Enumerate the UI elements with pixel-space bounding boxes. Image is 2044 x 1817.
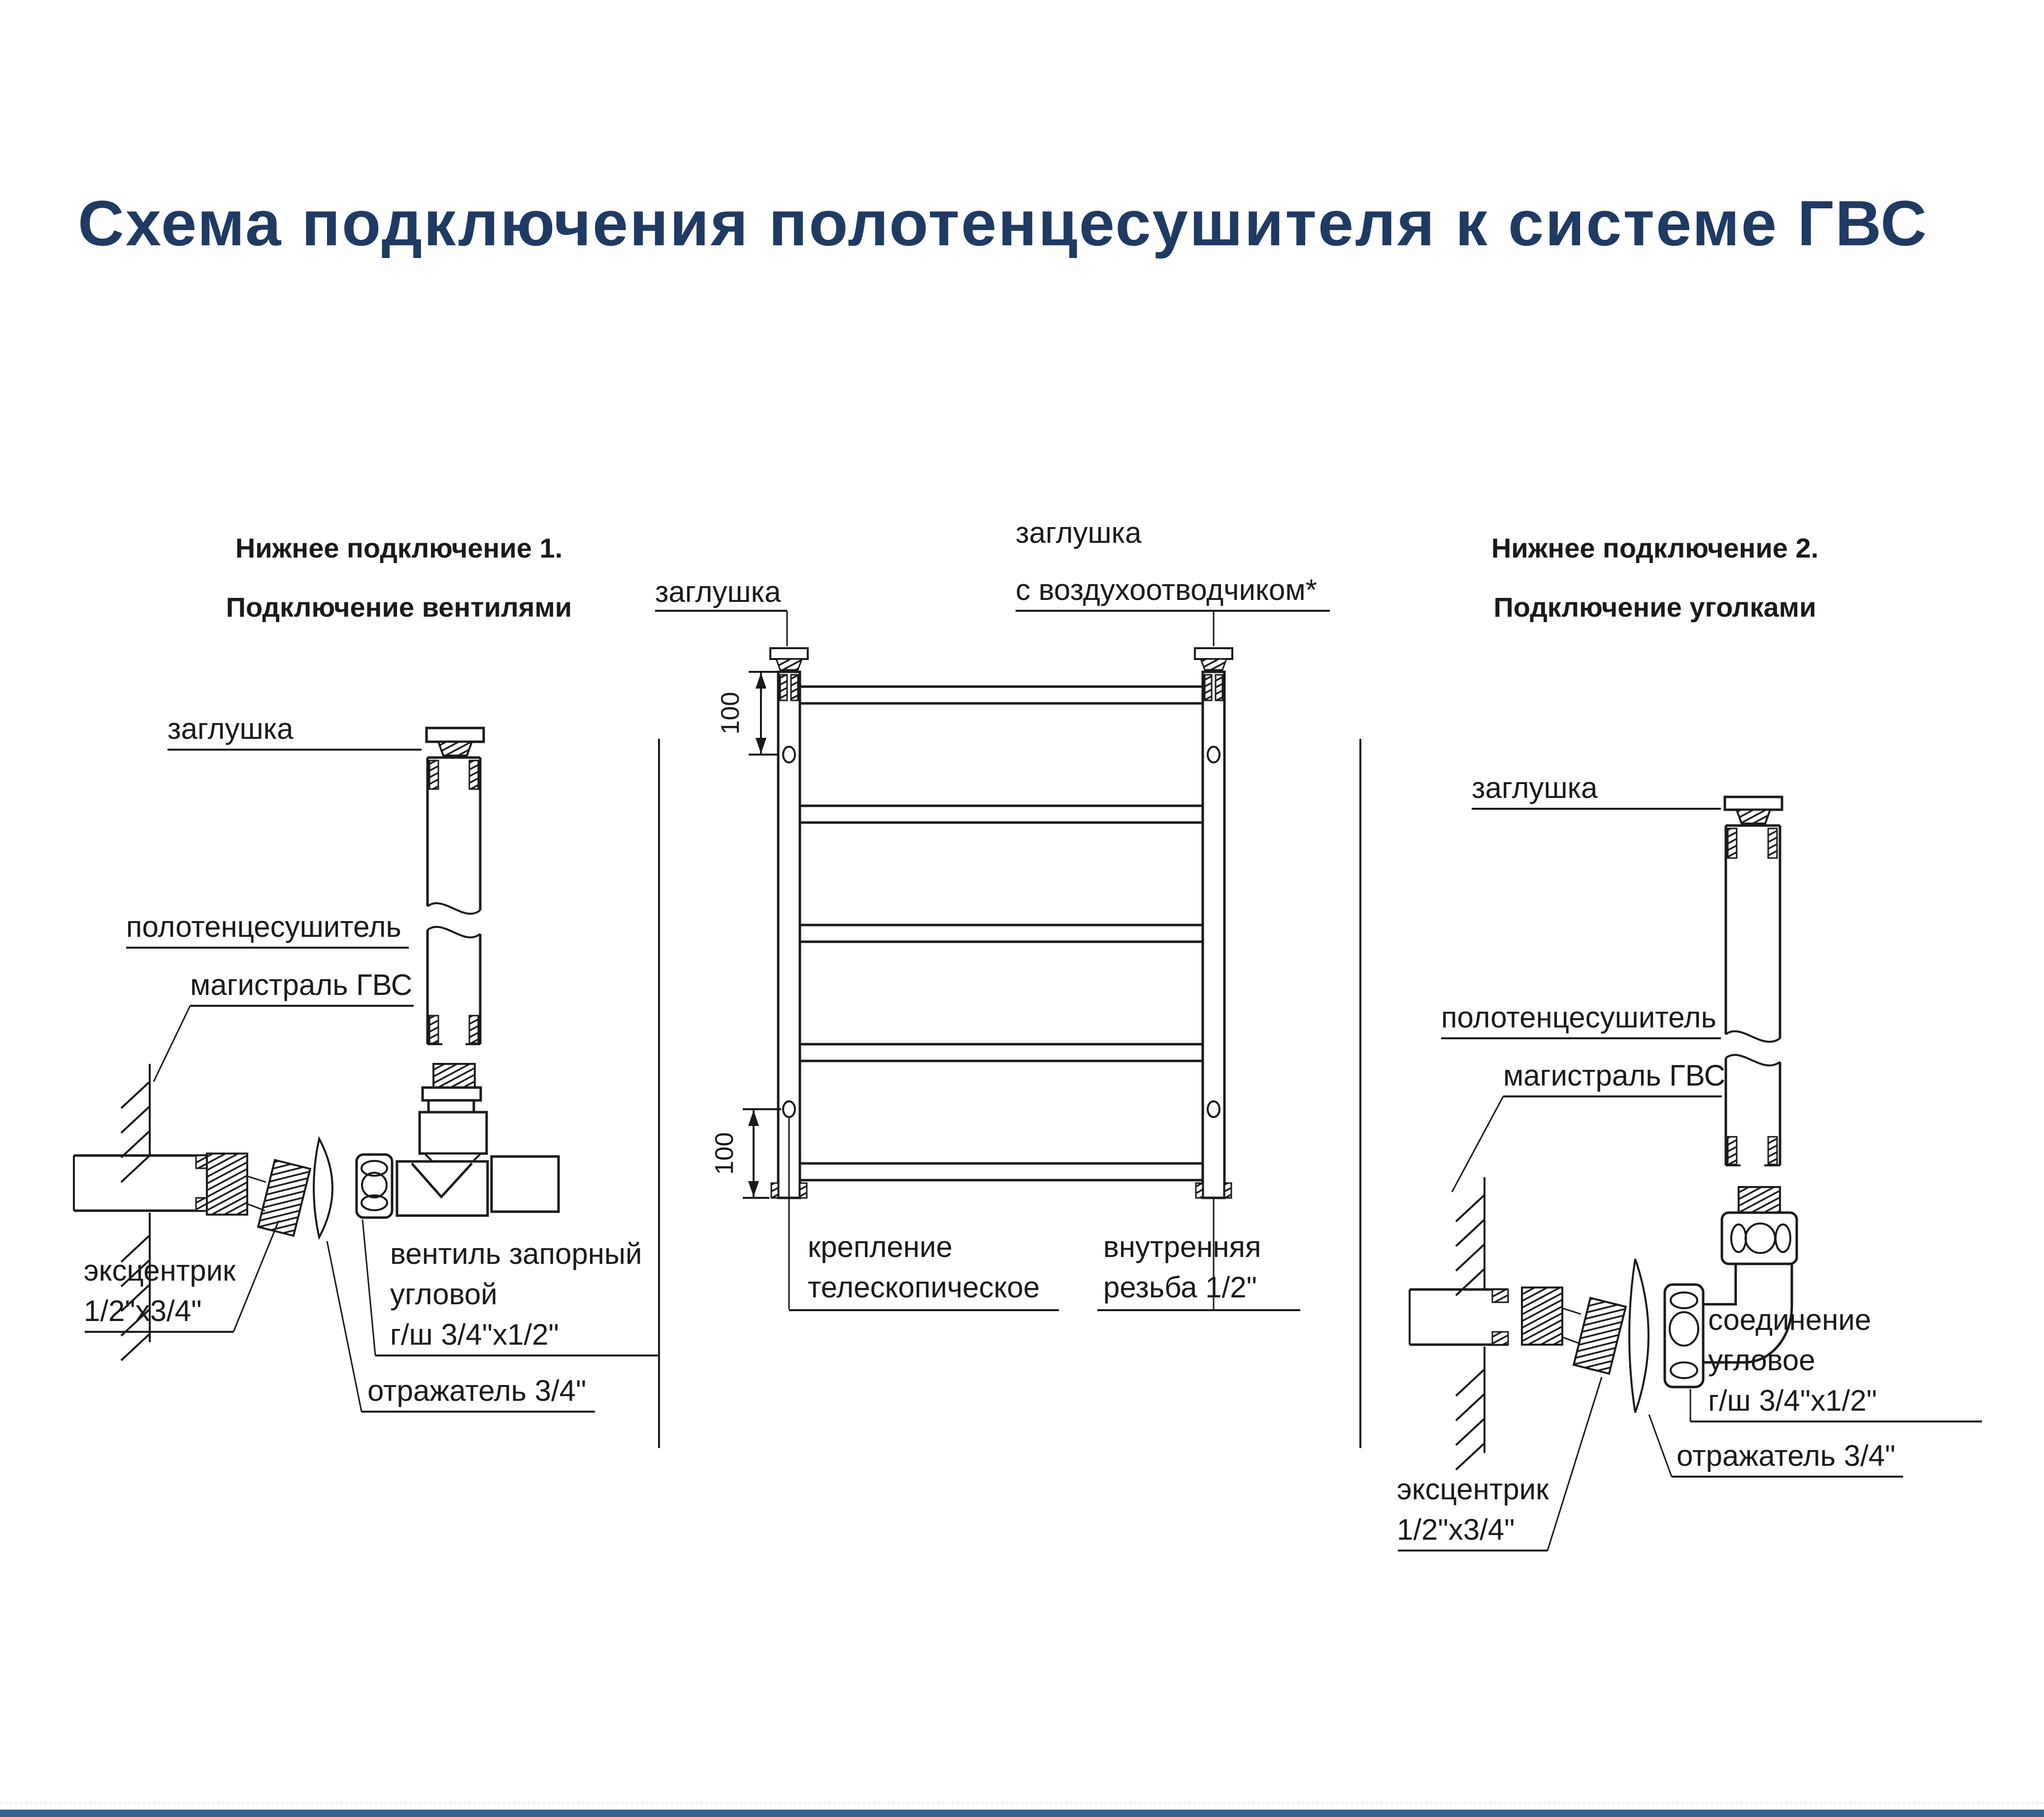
left-wall-pipe: [74, 1156, 212, 1211]
svg-text:с воздухоотводчиком*: с воздухоотводчиком*: [1016, 573, 1317, 606]
center-plug-right-label: [1016, 516, 1330, 646]
svg-text:100: 100: [716, 692, 745, 735]
page-title: Схема подключения полотенцесушителя к системе ГВС: [78, 187, 1928, 259]
center-diagram: [655, 516, 1330, 1310]
right-heading-1: Нижнее подключение 2.: [1491, 532, 1819, 563]
right-plug-cap: [1725, 797, 1782, 824]
center-rungs: [800, 687, 1203, 1180]
left-rail-label: [126, 910, 409, 948]
left-heading-2: Подключение вентилями: [226, 592, 572, 623]
center-mount-label: [789, 1118, 1059, 1310]
svg-text:магистраль ГВС: магистраль ГВС: [1503, 1059, 1726, 1092]
center-thread-label: [1097, 1199, 1300, 1310]
svg-text:резьба 1/2": резьба 1/2": [1103, 1271, 1257, 1304]
svg-text:полотенцесушитель: полотенцесушитель: [1441, 1001, 1716, 1034]
left-eccentric-label: [84, 1221, 279, 1332]
right-heading-2: Подключение уголками: [1493, 592, 1816, 623]
right-reflector-label: [1649, 1415, 1903, 1477]
svg-text:соединение: соединение: [1708, 1303, 1872, 1336]
svg-text:магистраль ГВС: магистраль ГВС: [190, 968, 413, 1001]
svg-text:угловое: угловое: [1708, 1344, 1815, 1377]
center-plug-right: [1195, 648, 1232, 670]
svg-text:отражатель 3/4": отражатель 3/4": [367, 1374, 587, 1407]
center-thread-bottom: [771, 1183, 1231, 1198]
right-eccentric-label: [1397, 1377, 1602, 1551]
svg-text:крепление: крепление: [808, 1230, 953, 1263]
svg-text:вентиль запорный: вентиль запорный: [390, 1237, 642, 1270]
left-reflector: [314, 1139, 332, 1237]
left-eccentric: [207, 1154, 310, 1236]
left-plug-label: [167, 712, 422, 750]
svg-text:эксцентрик: эксцентрик: [1397, 1473, 1549, 1506]
svg-text:г/ш 3/4"x1/2": г/ш 3/4"x1/2": [1708, 1384, 1877, 1417]
svg-text:г/ш 3/4"x1/2": г/ш 3/4"x1/2": [390, 1318, 559, 1351]
svg-text:заглушка: заглушка: [655, 575, 781, 608]
left-valve: [357, 1064, 559, 1218]
left-diagram: [74, 532, 658, 1412]
right-towel-rail-pipe: [1726, 826, 1780, 1165]
svg-text:1/2"x3/4": 1/2"x3/4": [1397, 1513, 1515, 1546]
svg-text:внутренняя: внутренняя: [1103, 1230, 1261, 1263]
svg-text:телескопическое: телескопическое: [808, 1271, 1040, 1304]
left-heading-1: Нижнее подключение 1.: [235, 532, 563, 563]
left-main-label: [154, 968, 414, 1082]
right-reflector: [1629, 1259, 1648, 1413]
svg-text:заглушка: заглушка: [167, 712, 294, 745]
left-valve-label: [363, 1220, 658, 1355]
center-plug-left: [770, 648, 808, 670]
svg-text:1/2"x3/4": 1/2"x3/4": [84, 1294, 202, 1327]
right-wall: [1456, 1177, 1484, 1470]
left-plug-cap: [427, 728, 484, 756]
right-rail-label: [1441, 1001, 1721, 1038]
right-plug-label: [1472, 771, 1721, 809]
right-diagram: [1397, 532, 1982, 1551]
right-main-label: [1452, 1059, 1725, 1192]
right-eccentric: [1522, 1288, 1626, 1374]
center-plug-left-label: [655, 575, 787, 646]
left-towel-rail-pipe: [428, 758, 480, 1044]
footer-bar: [0, 1810, 2044, 1817]
svg-text:угловой: угловой: [390, 1278, 497, 1311]
svg-text:100: 100: [710, 1132, 739, 1175]
right-joint-label: [1690, 1303, 1982, 1421]
center-dim-bottom: [710, 1109, 781, 1198]
svg-text:эксцентрик: эксцентрик: [84, 1254, 236, 1287]
footer-divider: [0, 1803, 2044, 1804]
svg-text:заглушка: заглушка: [1472, 771, 1598, 804]
svg-text:заглушка: заглушка: [1016, 516, 1142, 549]
center-dim-top: [716, 672, 779, 755]
svg-text:полотенцесушитель: полотенцесушитель: [126, 910, 401, 943]
right-wall-pipe: [1410, 1289, 1508, 1345]
svg-text:отражатель 3/4": отражатель 3/4": [1677, 1439, 1896, 1472]
